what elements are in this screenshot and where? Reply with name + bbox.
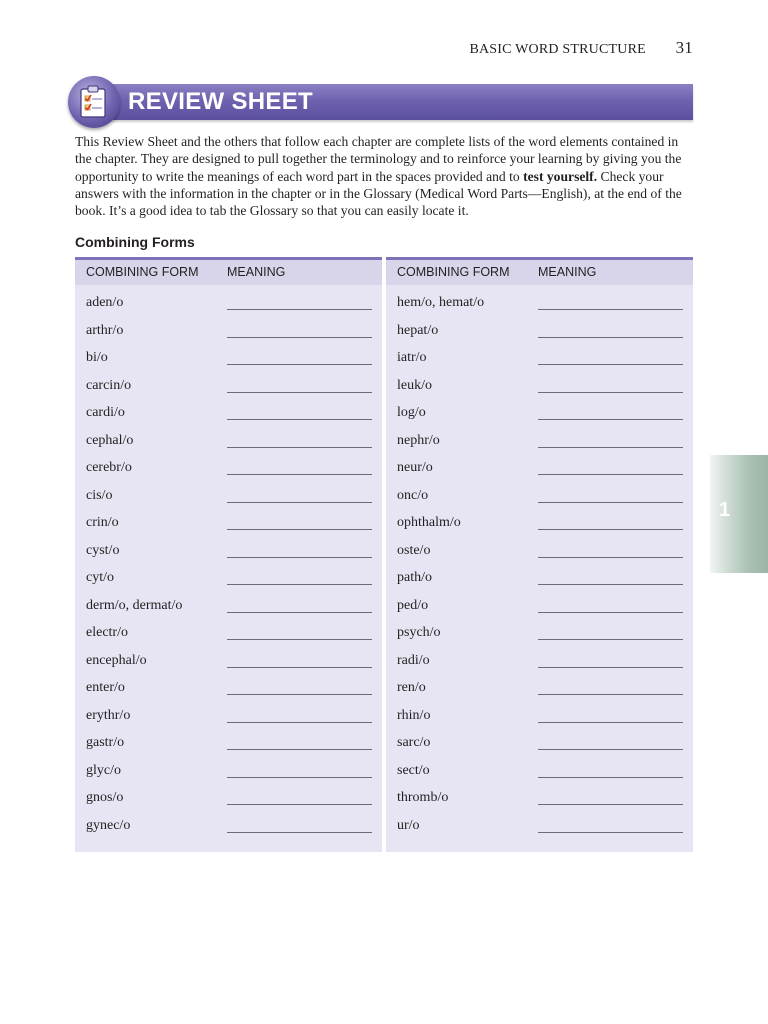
combining-form-term: bi/o [86,350,108,365]
meaning-blank-line[interactable] [227,364,372,365]
combining-form-term: gnos/o [86,790,124,805]
table-row [75,623,382,651]
table-row [386,651,693,679]
meaning-blank-line[interactable] [538,392,683,393]
table-row [75,733,382,761]
left-column [75,257,382,852]
combining-form-term: oste/o [397,542,431,558]
combining-form-term: cardi/o [86,405,125,420]
combining-form-term: onc/o [397,487,429,503]
meaning-blank-line[interactable] [538,722,683,723]
table-row [386,486,693,514]
meaning-blank-line[interactable] [538,667,683,668]
meaning-blank-line[interactable] [538,447,683,448]
combining-form-term: ped/o [397,597,429,613]
combining-form-term: carcin/o [86,377,132,393]
combining-form-term: ur/o [397,817,420,833]
table-row [75,376,382,404]
intro-text-2: Check your answers with the information in the chapter or in the Glossary (Medical Word Parts—English), at the end of the book. It’s a good idea to tab the Glossary so that you can easily locate it. [75,168,682,219]
clipboard-graphic [79,85,109,119]
column-header-meaning: MEANING [538,265,597,279]
section-heading: Combining Forms [75,234,195,250]
meaning-blank-line[interactable] [538,557,683,558]
table-row [386,321,693,349]
running-head-title: BASIC WORD STRUCTURE [469,42,646,57]
combining-form-term: gastr/o [86,735,125,750]
table-row [75,651,382,679]
combining-form-term: erythr/o [86,707,131,723]
table-row [75,761,382,789]
table-row [386,293,693,321]
table-row [386,706,693,734]
meaning-blank-line[interactable] [227,804,372,805]
running-head [0,38,693,58]
column-header-combining-form: COMBINING FORM [86,265,199,279]
table-row [75,486,382,514]
combining-form-term: electr/o [86,625,128,640]
banner-title: REVIEW SHEET [128,88,313,115]
combining-form-term: radi/o [397,652,430,668]
checklist-clipboard-icon [68,76,120,128]
combining-form-term: nephr/o [397,432,440,448]
meaning-blank-line[interactable] [538,584,683,585]
meaning-blank-line[interactable] [538,777,683,778]
meaning-blank-line[interactable] [538,749,683,750]
combining-form-term: cephal/o [86,432,134,448]
table-row [75,678,382,706]
combining-form-term: gynec/o [86,817,131,833]
combining-form-term: iatr/o [397,350,427,365]
meaning-blank-line[interactable] [538,309,683,310]
combining-form-term: encephal/o [86,652,147,668]
combining-form-term: sarc/o [397,735,431,750]
meaning-blank-line[interactable] [227,832,372,833]
table-row [75,706,382,734]
meaning-blank-line[interactable] [538,832,683,833]
combining-form-term: path/o [397,570,432,585]
table-row [386,458,693,486]
combining-form-term: cerebr/o [86,460,132,475]
combining-form-term: ophthalm/o [397,515,461,530]
meaning-blank-line[interactable] [227,749,372,750]
right-column [386,257,693,852]
table-row [386,348,693,376]
combining-form-term: ren/o [397,680,426,695]
table-row [75,596,382,624]
combining-form-term: enter/o [86,680,125,695]
table-row [386,623,693,651]
combining-form-term: hem/o, hemat/o [397,295,485,310]
table-row [386,596,693,624]
meaning-blank-line[interactable] [538,694,683,695]
combining-form-term: rhin/o [397,707,431,723]
meaning-blank-line[interactable] [227,694,372,695]
left-rows [75,285,382,843]
combining-form-term: glyc/o [86,762,121,778]
meaning-blank-line[interactable] [227,337,372,338]
meaning-blank-line[interactable] [538,474,683,475]
table-row [75,568,382,596]
meaning-blank-line[interactable] [538,529,683,530]
meaning-blank-line[interactable] [227,529,372,530]
combining-form-term: neur/o [397,460,433,475]
table-row [386,541,693,569]
combining-form-term: log/o [397,405,426,420]
meaning-blank-line[interactable] [538,419,683,420]
meaning-blank-line[interactable] [227,612,372,613]
table-row [386,568,693,596]
meaning-blank-line[interactable] [227,502,372,503]
right-column-header [386,260,693,285]
meaning-blank-line[interactable] [227,474,372,475]
table-row [75,431,382,459]
meaning-blank-line[interactable] [538,337,683,338]
table-row [386,816,693,844]
table-row [386,788,693,816]
column-header-meaning: MEANING [227,265,286,279]
combining-form-term: leuk/o [397,377,432,393]
left-column-header [75,260,382,285]
combining-form-term: cyt/o [86,570,114,585]
combining-form-term: psych/o [397,625,441,640]
meaning-blank-line[interactable] [227,309,372,310]
meaning-blank-line[interactable] [227,447,372,448]
table-row [75,541,382,569]
page-number: 31 [675,38,693,57]
table-row [386,431,693,459]
meaning-blank-line[interactable] [538,364,683,365]
combining-form-term: cis/o [86,487,113,503]
combining-form-term: derm/o, dermat/o [86,597,183,613]
table-row [75,816,382,844]
combining-form-term: crin/o [86,515,119,530]
table-row [386,403,693,431]
meaning-blank-line[interactable] [538,612,683,613]
table-row [386,376,693,404]
chapter-tab-label: 1 [719,499,731,521]
meaning-blank-line[interactable] [538,639,683,640]
meaning-blank-line[interactable] [227,777,372,778]
table-row [75,293,382,321]
meaning-blank-line[interactable] [227,667,372,668]
intro-text-1: This Review Sheet and the others that follow each chapter are complete lists of the word elements contained in the chapter. They are designed to pull together the terminology and to reinforce your learning by giving you the opportunity to write the meanings of each word part in the spaces provided and to [75,134,682,184]
meaning-blank-line[interactable] [538,804,683,805]
combining-form-term: hepat/o [397,322,439,338]
intro-bold-text: test yourself. [523,168,598,184]
meaning-blank-line[interactable] [227,639,372,640]
combining-form-term: arthr/o [86,322,124,338]
table-row [75,403,382,431]
table-row [386,761,693,789]
combining-form-term: thromb/o [397,790,449,805]
meaning-blank-line[interactable] [227,392,372,393]
table-row [386,733,693,761]
meaning-blank-line[interactable] [227,557,372,558]
table-row [386,678,693,706]
chapter-tab [710,455,768,573]
combining-forms-table [75,257,693,849]
right-rows [386,285,693,843]
meaning-blank-line[interactable] [538,502,683,503]
combining-form-term: cyst/o [86,542,120,558]
meaning-blank-line[interactable] [227,584,372,585]
combining-form-term: aden/o [86,295,124,310]
table-row [386,513,693,541]
review-sheet-banner [100,84,693,120]
combining-form-term: sect/o [397,762,430,778]
table-row [75,458,382,486]
intro-paragraph [75,133,695,219]
table-row [75,788,382,816]
table-row [75,513,382,541]
column-header-combining-form: COMBINING FORM [397,265,510,279]
meaning-blank-line[interactable] [227,419,372,420]
table-row [75,321,382,349]
table-row [75,348,382,376]
meaning-blank-line[interactable] [227,722,372,723]
